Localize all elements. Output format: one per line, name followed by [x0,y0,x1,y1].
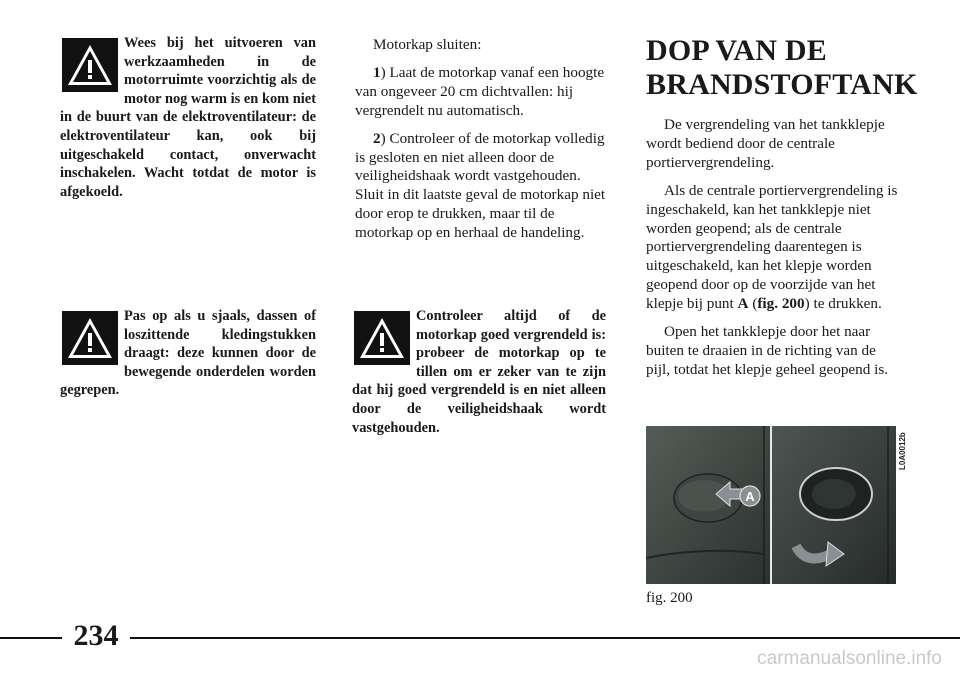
section-title-line-1: DOP VAN DE [646,34,827,67]
section-title [646,34,918,102]
closing-heading: Motorkap sluiten: [373,36,482,53]
section-title-line-2: BRANDSTOFTANK [646,68,918,101]
paragraph-text: Als de centrale portiervergrendeling is ingeschakeld, kan het tankklepje niet worden geopend; als de centrale portiervergrendeling daarentegen is uitgeschakeld, kan het klepje worden geopend door op de voorzijde van het klepje bij punt [646,181,898,313]
section-paragraph-3: Open het tankklepje door het naar buiten te draaien in de richting van de pijl, totdat het klepje geheel geopend is. [646,323,889,378]
paren-open: ( [752,295,758,313]
step-text: ) Controleer of de motorkap volledig is gesloten en niet alleen door de veiligheidshaak wordt vastgehouden. Sluit in dit laatste geval de motorkap niet door erop te drukken, maar til de motorkap op en herhaal de handeling. [355,129,606,242]
warning-engine-hot [60,34,316,201]
step-number: 2 [373,129,381,147]
point-label: A [737,295,749,313]
warning-check-bonnet-latch [352,307,606,437]
closing-step-1 [355,64,608,121]
closing-instructions [355,36,608,252]
footer-rule-left [0,637,62,639]
warning-triangle-icon [354,311,410,365]
footer-rule-right [130,637,960,639]
step-text: ) Laat de motorkap vanaf een hoogte van ongeveer 20 cm dichtvallen: hij vergrendelt nu automatisch. [355,63,605,119]
warning-triangle-icon [62,311,118,365]
warning-text: Pas op als u sjaals, dassen of loszittende kledingstukken draagt: deze kunnen door de bewegende onderdelen worden gegrepen. [60,308,316,399]
section-paragraph-1: De vergrendeling van het tankklepje wordt bediend door de centrale portiervergrendeling. [646,116,885,171]
warning-text: Controleer altijd of de motorkap goed vergrendeld is: probeer de motorkap op te tillen om er zeker van te zijn dat hij goed vergrendeld is en niet alleen door de veiligheidshaak wordt vastgehouden. [352,308,606,436]
figure-code: L0A0012b [898,432,907,470]
figure-reference: fig. 200 [757,295,805,313]
step-number: 1 [373,63,381,81]
figure-label-a: A [745,489,755,504]
fuel-flap-photo [646,426,896,584]
warning-text: Wees bij het uitvoeren van werkzaamheden in de motorruimte voorzichtig als de motor nog warm is en kom niet in de buurt van de elektroventilateur: de elektroventilateur kan, ook bij uitgeschakeld contact, onverwacht inschakelen. Wacht totdat de motor is afgekoeld. [60,35,316,200]
warning-loose-clothing [60,307,316,400]
fuel-cap-section [646,34,918,389]
warning-triangle-icon [62,38,118,92]
closing-step-2 [355,130,608,243]
watermark: carmanualsonline.info [757,648,942,669]
figure-caption: fig. 200 [646,590,693,606]
section-paragraph-2 [646,182,898,314]
page-number: 234 [73,619,119,652]
paragraph-text-end: ) te drukken. [804,295,882,313]
